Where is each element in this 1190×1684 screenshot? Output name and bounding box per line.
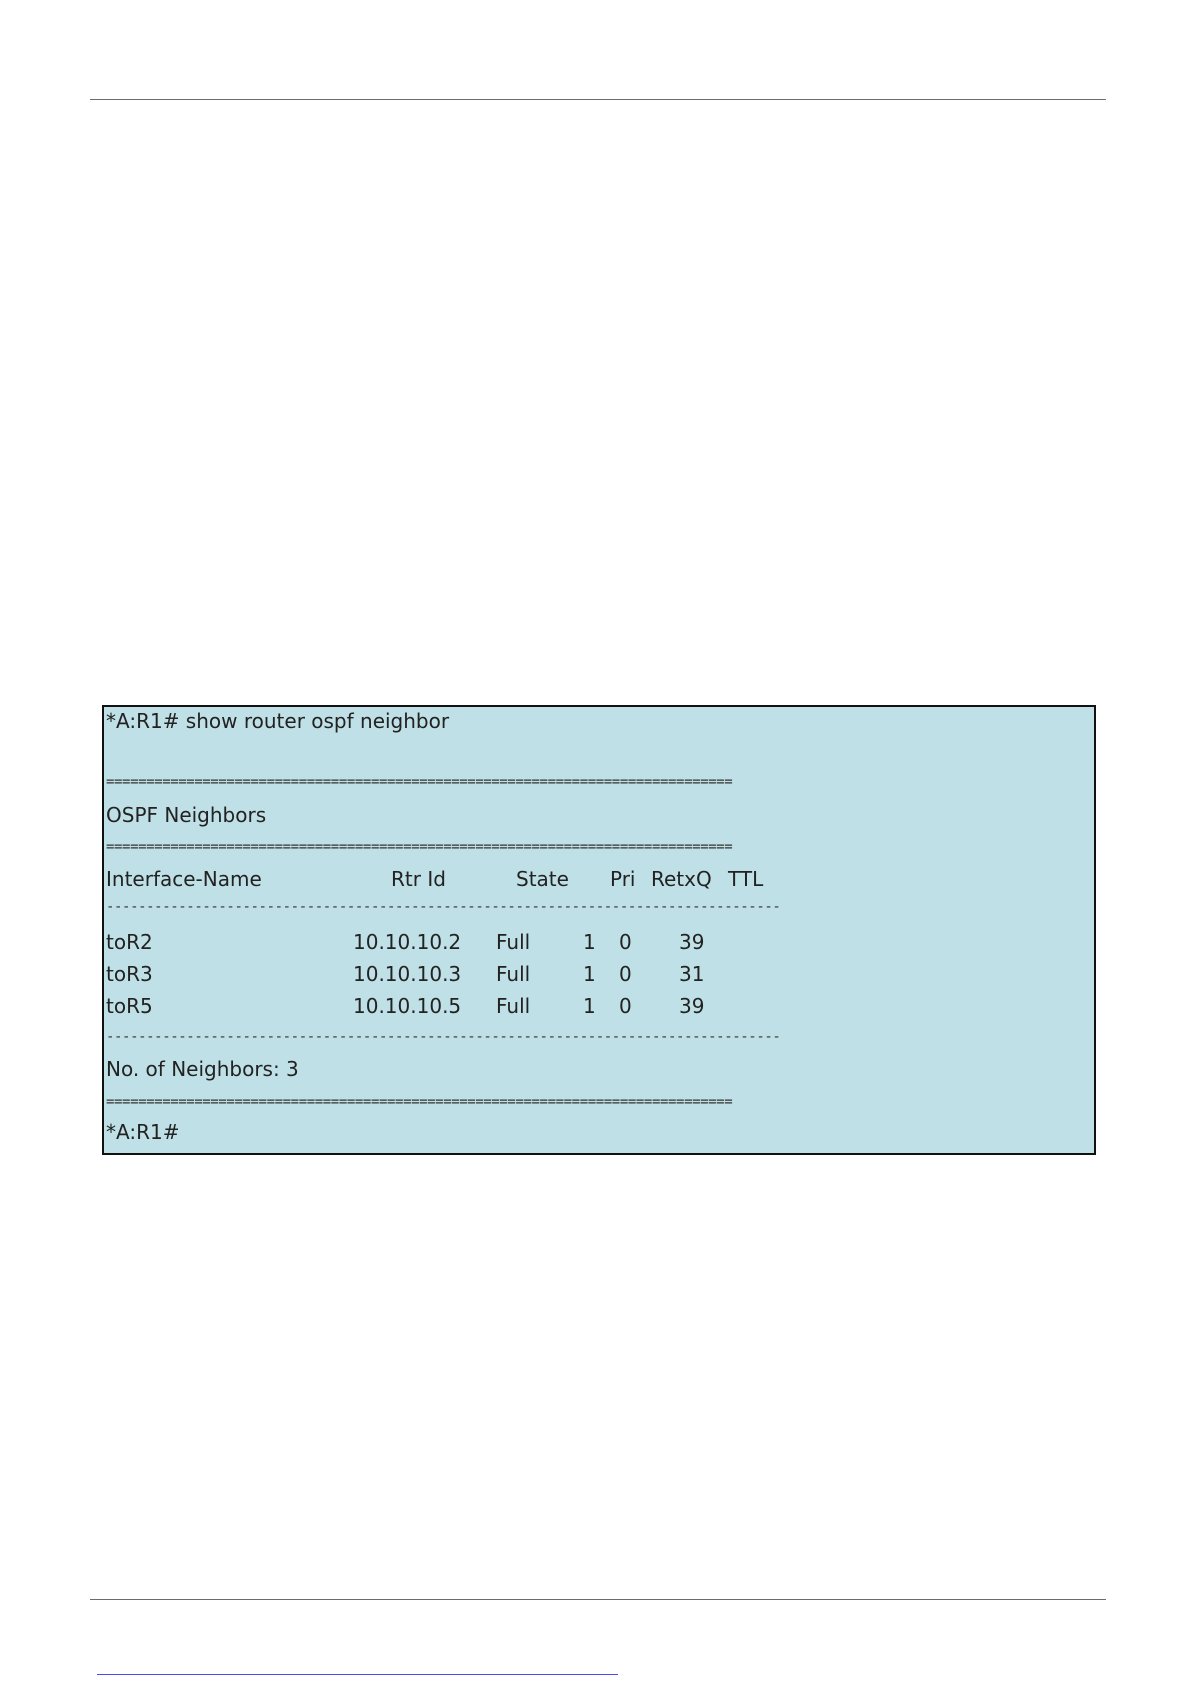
single-rule: ------------------------------------------------------------------------------------	[106, 1029, 781, 1045]
header-retxq: RetxQ	[651, 867, 712, 891]
row-pri: 1	[583, 994, 596, 1018]
row-retxq: 0	[619, 930, 632, 954]
double-rule: ==============================================================================	[106, 1094, 733, 1110]
header-pri: Pri	[610, 867, 636, 891]
command-line: *A:R1# show router ospf neighbor	[106, 709, 450, 733]
row-rtr-id: 10.10.10.2	[353, 930, 462, 954]
row-rtr-id: 10.10.10.5	[353, 994, 462, 1018]
row-ttl: 31	[679, 962, 705, 986]
row-retxq: 0	[619, 994, 632, 1018]
row-retxq: 0	[619, 962, 632, 986]
row-interface: toR5	[106, 994, 153, 1018]
output-title: OSPF Neighbors	[106, 803, 267, 827]
row-interface: toR2	[106, 930, 153, 954]
header-interface-name: Interface-Name	[106, 867, 262, 891]
neighbor-count: No. of Neighbors: 3	[106, 1057, 299, 1081]
row-ttl: 39	[679, 930, 705, 954]
row-state: Full	[496, 962, 531, 986]
row-pri: 1	[583, 962, 596, 986]
single-rule: ------------------------------------------------------------------------------------	[106, 899, 781, 915]
row-interface: toR3	[106, 962, 153, 986]
double-rule: ==============================================================================	[106, 774, 733, 790]
header-state: State	[516, 867, 569, 891]
footer-link-underline[interactable]	[97, 1674, 618, 1675]
row-state: Full	[496, 930, 531, 954]
row-pri: 1	[583, 930, 596, 954]
row-state: Full	[496, 994, 531, 1018]
double-rule: ==============================================================================	[106, 839, 733, 855]
row-ttl: 39	[679, 994, 705, 1018]
footer-rule	[90, 1599, 1106, 1600]
terminal-output	[102, 705, 1096, 1155]
header-ttl: TTL	[728, 867, 764, 891]
header-rtr-id: Rtr Id	[391, 867, 446, 891]
prompt-line: *A:R1#	[106, 1120, 180, 1144]
header-rule	[90, 99, 1106, 100]
row-rtr-id: 10.10.10.3	[353, 962, 462, 986]
